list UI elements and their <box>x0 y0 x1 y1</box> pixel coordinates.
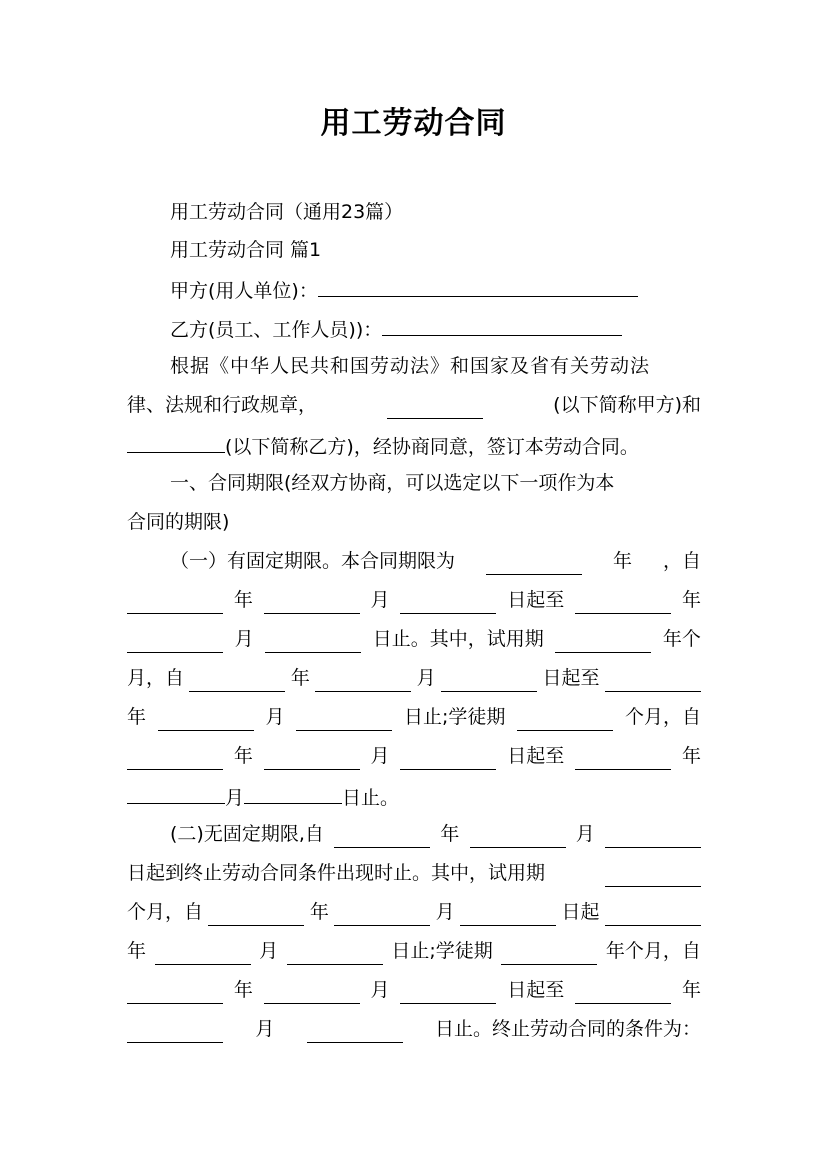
text: 日起 <box>561 901 600 923</box>
text: 日止。 <box>342 787 400 809</box>
text: 月 <box>265 706 285 728</box>
blank <box>307 1020 403 1043</box>
text: 年 <box>681 589 701 611</box>
text: 日止;学徒期 <box>404 706 506 728</box>
blank <box>155 942 251 965</box>
text: 年 <box>233 745 253 767</box>
text: 年 <box>309 901 329 923</box>
blank <box>575 981 671 1004</box>
text: 日止。终止劳动合同的条件为： <box>434 1018 701 1040</box>
text: 个月，自 <box>624 706 701 728</box>
blank <box>575 747 671 770</box>
text: 年 <box>681 979 701 1001</box>
fixed-line-5 <box>127 703 701 731</box>
indef-line-2 <box>127 859 701 887</box>
blank <box>605 825 701 848</box>
blank <box>127 1020 223 1043</box>
blank <box>470 825 566 848</box>
intro-text: (以下简称甲方)和 <box>553 394 701 416</box>
blank <box>400 747 496 770</box>
text: 年 <box>127 940 147 962</box>
intro-text: (以下简称乙方)，经协商同意，签订本劳动合同。 <box>225 436 639 458</box>
text: 日起至 <box>507 745 565 767</box>
text: 年 <box>233 979 253 1001</box>
text: 年 <box>440 823 460 845</box>
blank <box>400 591 496 614</box>
text: 年个月，自 <box>605 940 701 962</box>
text: 月 <box>259 940 279 962</box>
blank <box>127 430 225 453</box>
blank <box>287 942 383 965</box>
text: 月 <box>255 1018 275 1040</box>
indef-line-5 <box>127 976 701 1004</box>
text: 年 <box>127 706 147 728</box>
text: 日起至 <box>542 667 600 689</box>
blank <box>315 669 411 692</box>
text: 月 <box>234 628 254 650</box>
text: 日止;学徒期 <box>391 940 493 962</box>
sec1-line-1: 一、合同期限(经双方协商，可以选定以下一项作为本 <box>170 472 615 494</box>
text: 日起到终止劳动合同条件出现时止。其中，试用期 <box>127 862 546 884</box>
intro-line-1: 根据《中华人民共和国劳动法》和国家及省有关劳动法 <box>170 355 651 377</box>
text: (二)无固定期限,自 <box>170 823 324 845</box>
blank <box>486 552 582 575</box>
blank <box>127 591 223 614</box>
blank <box>400 981 496 1004</box>
text: 月 <box>370 745 390 767</box>
text: ，自 <box>662 550 701 572</box>
blank <box>296 708 392 731</box>
blank <box>517 708 613 731</box>
blank <box>264 981 360 1004</box>
text: 日起至 <box>507 589 565 611</box>
text: 年 <box>290 667 310 689</box>
blank <box>501 942 597 965</box>
blank <box>189 669 285 692</box>
blank <box>575 591 671 614</box>
text: 月 <box>225 787 245 809</box>
text: 年个 <box>662 628 701 650</box>
fixed-line-7 <box>127 781 399 809</box>
text: 月，自 <box>127 667 185 689</box>
blank <box>460 903 556 926</box>
indef-line-4 <box>127 937 701 965</box>
blank <box>605 864 701 887</box>
blank <box>605 903 701 926</box>
sec1-line-2: 合同的期限) <box>127 511 230 533</box>
blank <box>334 903 430 926</box>
party-a-label: 甲方(用人单位)： <box>170 280 318 302</box>
indef-line-6 <box>127 1015 701 1043</box>
text: （一）有固定期限。本合同期限为 <box>170 550 456 572</box>
subtitle: 用工劳动合同（通用23篇） <box>170 201 404 223</box>
blank <box>441 669 537 692</box>
party-b-label: 乙方(员工、工作人员))： <box>170 319 383 341</box>
party-a-blank <box>318 274 638 297</box>
blank <box>127 747 223 770</box>
blank <box>605 669 701 692</box>
blank <box>387 396 483 419</box>
blank <box>555 630 651 653</box>
text: 月 <box>435 901 455 923</box>
fixed-line-1 <box>170 547 701 575</box>
blank <box>208 903 304 926</box>
intro-line-2 <box>127 391 701 419</box>
fixed-line-6 <box>127 742 701 770</box>
indef-line-1 <box>170 820 701 848</box>
text: 月 <box>575 823 595 845</box>
blank <box>158 708 254 731</box>
intro-line-3 <box>127 430 639 458</box>
text: 日止。其中，试用期 <box>372 628 544 650</box>
text: 年 <box>233 589 253 611</box>
blank <box>127 781 225 804</box>
blank <box>264 591 360 614</box>
party-a-line <box>170 274 638 302</box>
text: 月 <box>370 589 390 611</box>
text: 年 <box>681 745 701 767</box>
fixed-line-2 <box>127 586 701 614</box>
intro-text: 律、法规和行政规章， <box>127 394 318 416</box>
party-b-line <box>170 313 622 341</box>
text: 月 <box>370 979 390 1001</box>
indef-line-3 <box>127 898 701 926</box>
party-b-blank <box>382 313 622 336</box>
blank <box>244 781 342 804</box>
blank <box>127 630 223 653</box>
text: 个月，自 <box>127 901 204 923</box>
text: 月 <box>416 667 436 689</box>
blank <box>265 630 361 653</box>
fixed-line-4 <box>127 664 701 692</box>
blank <box>334 825 430 848</box>
text: 日起至 <box>507 979 565 1001</box>
blank <box>264 747 360 770</box>
blank <box>127 981 223 1004</box>
part-heading: 用工劳动合同 篇1 <box>170 239 322 261</box>
fixed-line-3 <box>127 625 701 653</box>
text: 年 <box>612 550 632 572</box>
document-title: 用工劳动合同 <box>320 106 507 141</box>
